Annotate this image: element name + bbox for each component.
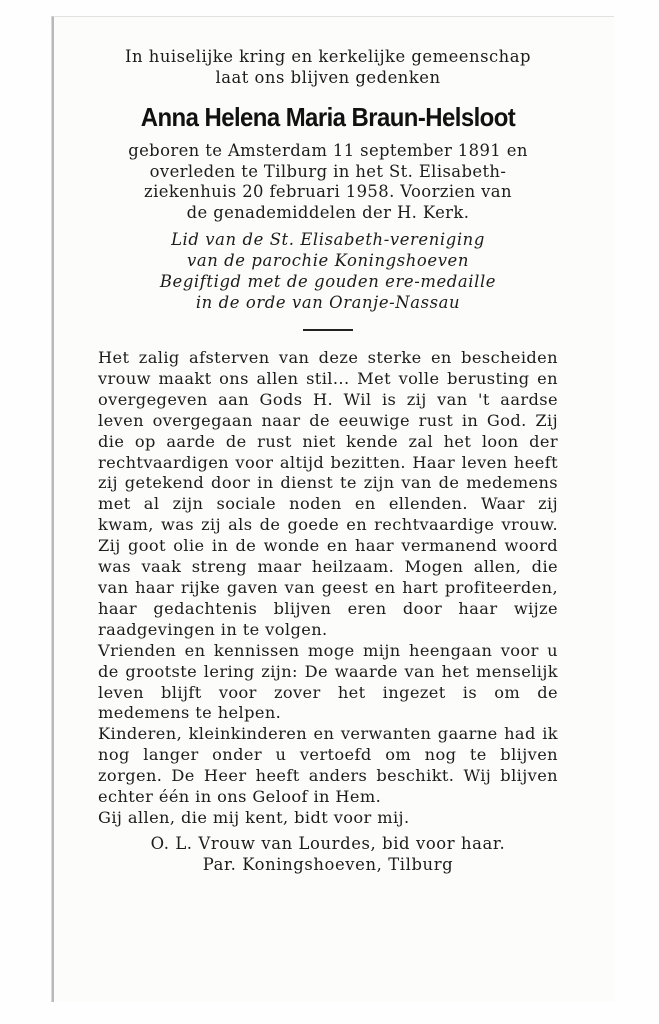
honors-line: in de orde van Oranje-Nassau <box>195 293 461 312</box>
intro-text <box>98 46 558 88</box>
paragraph: Het zalig afsterven van deze sterke en bescheiden vrouw maakt ons allen stil... Met volle berusting en overgegeven aan Gods H. Wil is zij van 't aardse leven overgegaan naar de eeuwige rust in God. Zij die op aarde de rust niet kende zal het loon der rechtvaardigen voor altijd bezitten. Haar leven heeft zij getekend door in dienst te zijn van de medemens met al zijn sociale noden en ellenden. Waar zij kwam, was zij als de goede en rechtvaardige vrouw. Zij goot olie in de wonde en haar vermanend woord was vaak streng maar heilzaam. Mogen allen, die van haar rijke gaven van geest en hart profiteerden, haar gedachtenis blijven eren door haar wijze raadgevingen in te volgen. <box>98 348 558 639</box>
honors-line: Lid van de St. Elisabeth-vereniging <box>171 230 485 249</box>
birth-line: geboren te Amsterdam 11 september 1891 en <box>128 141 528 160</box>
paragraph: Kinderen, kleinkinderen en verwanten gaarne had ik nog langer onder u vertoefd om nog te blijven zorgen. De Heer heeft anders beschikt. Wij blijven echter één in ons Geloof in Hem. <box>98 724 558 807</box>
honors-line: Begiftigd met de gouden ere-medaille <box>159 272 497 291</box>
paragraph: Vrienden en kennissen moge mijn heengaan voor u de grootste lering zijn: De waarde van het menselijk leven blijft voor zover het ingezet is om de medemens te helpen. <box>98 640 558 723</box>
divider <box>303 329 353 331</box>
intro-line-2: laat ons blijven gedenken <box>215 68 441 87</box>
closing-prayer: O. L. Vrouw van Lourdes, bid voor haar. <box>150 833 506 853</box>
birth-death-details <box>98 141 558 223</box>
card-text <box>98 46 558 875</box>
birth-line: de genademiddelen der H. Kerk. <box>186 202 470 222</box>
birth-line: ziekenhuis 20 februari 1958. Voorzien van <box>144 182 512 201</box>
deceased-name: Anna Helena Maria Braun-Helsloot <box>140 102 516 132</box>
honors-line: van de parochie Koningshoeven <box>186 251 470 270</box>
closing-parish: Par. Koningshoeven, Tilburg <box>202 854 454 874</box>
honors <box>98 229 558 313</box>
intro-line-1: In huiselijke kring en kerkelijke gemeenschap <box>125 47 531 66</box>
birth-line: overleden te Tilburg in het St. Elisabeth- <box>149 161 507 181</box>
closing <box>98 833 558 875</box>
paragraph: Gij allen, die mij kent, bidt voor mij. <box>98 807 410 827</box>
memorial-body <box>98 348 558 829</box>
